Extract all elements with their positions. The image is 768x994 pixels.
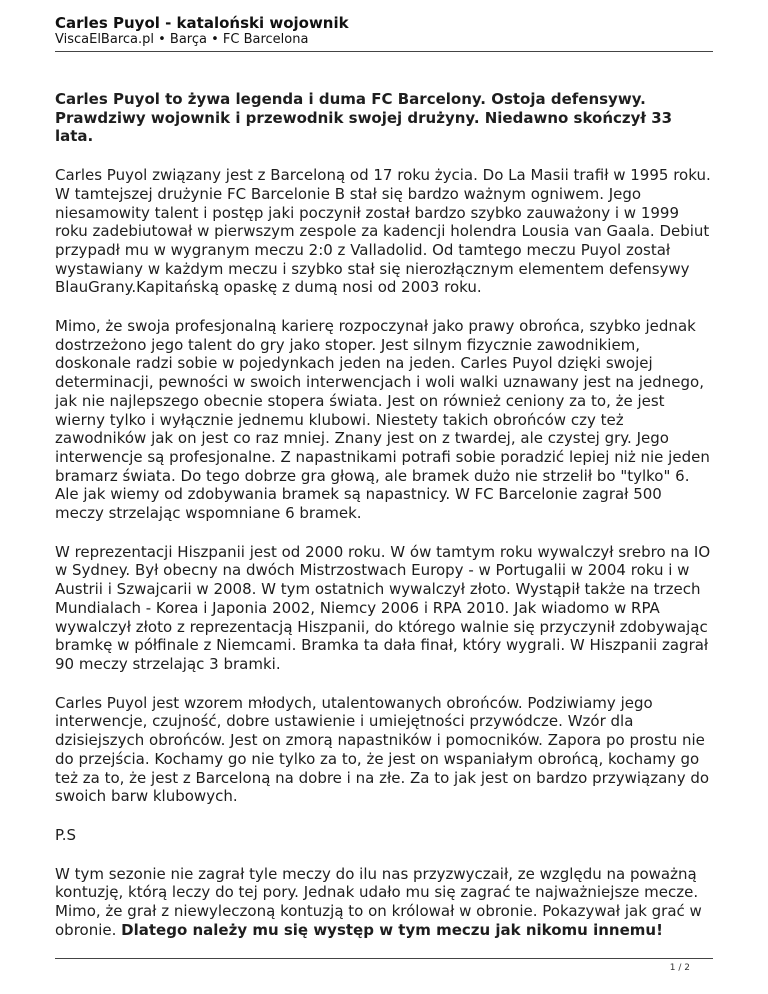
footer-divider	[55, 958, 713, 959]
header-divider	[55, 51, 713, 52]
final-paragraph-emphasis: Dlatego należy mu się występ w tym meczu jak nikomu innemu!	[121, 920, 663, 939]
article-paragraph: Carles Puyol związany jest z Barceloną od 17 roku życia. Do La Masii trafił w 1995 roku. W tamtejszej drużynie FC Barcelonie B stał się bardzo ważnym ogniwem. Jego niesamowity talent i postęp jaki poczynił został bardzo szybko zauważony i w 1999 roku zadebiutował w pierwszym zespole za kadencji holendra Lousia van Gaala. Debiut przypadł mu w wygranym meczu 2:0 z Valladolid. Od tamtego meczu Puyol został wystawiany w każdym meczu i szybko stał się nierozłącznym elementem defensywy BlauGrany.Kapitańską opaskę z dumą nosi od 2003 roku.	[55, 166, 711, 297]
article-paragraph: W reprezentacji Hiszpanii jest od 2000 roku. W ów tamtym roku wywalczył srebro na IO w Sydney. Był obecny na dwóch Mistrzostwach Europy - w Portugalii w 2004 roku i w Austrii i Szwajcarii w 2008. W tym ostatnich wywalczył złoto. Wystąpił także na trzech Mundialach - Korea i Japonia 2002, Niemcy 2006 i RPA 2010. Jak wiadomo w RPA wywalczył złoto z reprezentacją Hiszpanii, do którego walnie się przyczynił zdobywając bramkę w półfinale z Niemcami. Bramka ta dała finał, który wygrali. W Hiszpanii zagrał 90 meczy strzelając 3 bramki.	[55, 542, 711, 673]
document-title: Carles Puyol - kataloński wojownik	[55, 14, 349, 32]
final-paragraph-text: W tym sezonie nie zagrał tyle meczy do ilu nas przyzwyczaił, ze względu na poważną kontuzję, którą leczy do tej pory. Jednak udało mu się zagrać te najważniejsze mecze. Mimo, że grał z niewyleczoną kontuzją to on królował w obronie. Pokazywał jak grać w obronie.	[55, 864, 702, 939]
article-final-paragraph	[55, 865, 715, 940]
article-body	[55, 90, 715, 959]
page-header	[55, 14, 713, 48]
ps-label: P.S	[55, 825, 76, 844]
article-paragraph: Carles Puyol jest wzorem młodych, utalentowanych obrońców. Podziwiamy jego interwencje, czujność, dobre ustawienie i umiejętności przywódcze. Wzór dla dzisiejszych obrońców. Jest on zmorą napastników i pomocników. Zapora po prostu nie do przejścia. Kochamy go nie tylko za to, że jest on wspaniałym obrońcą, kochamy go też za to, że jest z Barceloną na dobre i na złe. Za to jak jest on bardzo przywiązany do swoich barw klubowych.	[55, 693, 710, 806]
article-paragraph: Mimo, że swoja profesjonalną karierę rozpoczynał jako prawy obrońca, szybko jednak dostrzeżono jego talent do gry jako stoper. Jest silnym fizycznie zawodnikiem, doskonale radzi sobie w pojedynkach jeden na jeden. Carles Puyol dzięki swojej determinacji, pewności w swoich interwencjach i woli walki uznawany jest na jednego, jak nie najlepszego obecnie stopera świata. Jest on również ceniony za to, że jest wierny tylko i wyłącznie jednemu klubowi. Niestety takich obrońców czy też zawodników jak on jest co raz mniej. Znany jest on z twardej, ale czystej gry. Jego interwencje są profesjonalne. Z napastnikami potrafi sobie poradzić lepiej niż nie jeden bramarz świata. Do tego dobrze gra głową, ale bramek dużo nie strzelił bo "tylko" 6. Ale jak wiemy od zdobywania bramek są napastnicy. W FC Barcelonie zagrał 500 meczy strzelając wspomniane 6 bramek.	[55, 317, 710, 523]
article-lead: Carles Puyol to żywa legenda i duma FC Barcelony. Ostoja defensywy. Prawdziwy wojownik i przewodnik swojej drużyny. Niedawno skończył 33 lata.	[55, 90, 673, 146]
page-number: 1 / 2	[669, 963, 690, 973]
document-subtitle: ViscaElBarca.pl • Barça • FC Barcelona	[55, 32, 309, 47]
